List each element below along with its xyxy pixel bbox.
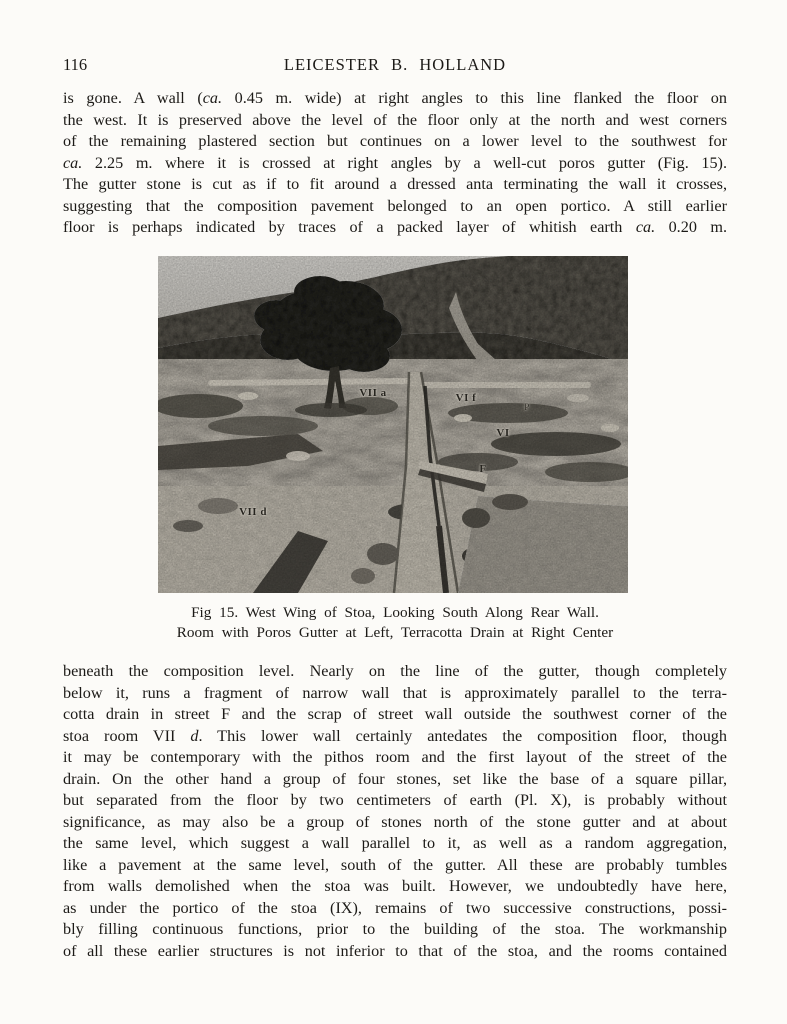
text-line: stoa room VII d. This lower wall certainly antedates the composition floor, though — [63, 726, 727, 745]
text-line: bly filling continuous functions, prior to the building of the stoa. The workmanship — [63, 920, 727, 938]
text-line: the west. It is preserved above the level of the floor only at the north and west corners — [63, 110, 727, 129]
text-line: drain. On the other hand a group of four stones, set like the base of a square pillar, — [63, 769, 727, 788]
text-line: significance, as may also be a group of stones north of the stone gutter and at about — [63, 812, 727, 831]
text-line: of all these earlier structures is not inferior to that of the stoa, and the rooms contained — [63, 941, 727, 960]
text-line: The gutter stone is cut as if to fit around a dressed anta terminating the wall it crosses, — [63, 175, 727, 193]
figure-photo — [158, 256, 628, 593]
running-head-title: LEICESTER B. HOLLAND — [283, 55, 507, 74]
paragraph-bottom — [63, 661, 727, 962]
photo-label-room-vif: VI f — [455, 392, 477, 404]
figure-caption-line1: Fig 15. West Wing of Stoa, Looking South Along Rear Wall. — [191, 604, 599, 621]
text-line: like a pavement at the same level, south of the gutter. All these are probably tumbles — [63, 855, 727, 874]
text-line: the same level, which suggest a wall parallel to it, as well as a random aggregation, — [63, 834, 727, 852]
paragraph-top — [63, 88, 727, 239]
text-line: beneath the composition level. Nearly on the line of the gutter, though completely — [63, 662, 727, 680]
text-line: floor is perhaps indicated by traces of a packed layer of whitish earth ca. 0.20 m. — [63, 218, 727, 236]
photo-label-p: P — [524, 402, 530, 412]
figure-caption-line2: Room with Poros Gutter at Left, Terracotta Drain at Right Center — [176, 623, 614, 641]
text-line: is gone. A wall (ca. 0.45 m. wide) at right angles to this line flanked the floor on — [63, 89, 727, 107]
text-line: cotta drain in street F and the scrap of street wall outside the southwest corner of the — [63, 705, 727, 723]
running-head — [63, 55, 727, 75]
photo-label-street-f: F — [479, 463, 487, 475]
text-line: it may be contemporary with the pithos room and the first layout of the street of the — [63, 748, 727, 766]
text-line: of the remaining plastered section but continues on a lower level to the southwest for — [63, 132, 727, 150]
photo-label-room-viia: VII a — [359, 387, 387, 399]
text-line: below it, runs a fragment of narrow wall that is approximately parallel to the terra- — [63, 683, 727, 702]
photo-label-room-viid: VII d — [239, 506, 267, 518]
page-number: 116 — [63, 55, 88, 74]
text-line: from walls demolished when the stoa was built. However, we undoubtedly have here, — [63, 877, 727, 895]
text-line: as under the portico of the stoa (IX), remains of two successive constructions, possi- — [63, 898, 727, 917]
excavation-photo-illustration — [158, 256, 628, 593]
text-line: suggesting that the composition pavement belonged to an open portico. A still earlier — [63, 196, 727, 215]
photo-label-room-vi: VI — [496, 427, 510, 439]
text-line: but separated from the floor by two centimeters of earth (Pl. X), is probably without — [63, 791, 727, 809]
figure-caption — [63, 603, 727, 642]
text-line: ca. 2.25 m. where it is crossed at right angles by a well-cut poros gutter (Fig. 15). — [63, 153, 727, 172]
